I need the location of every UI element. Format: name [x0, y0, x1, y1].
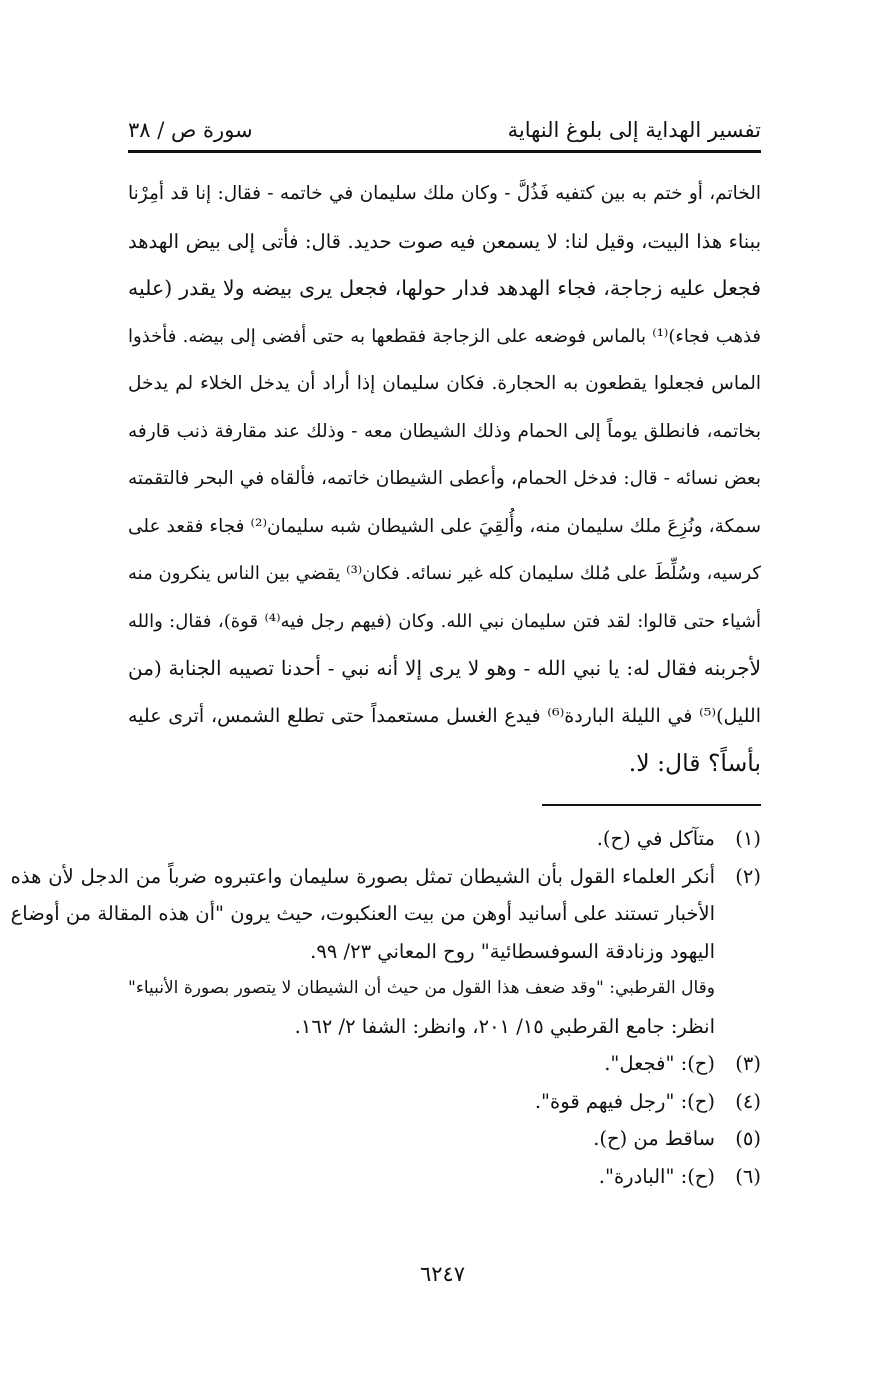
footnote-line: اليهود وزنادقة السوفسطائية" روح المعاني ٢٣/ ٩٩.	[310, 939, 715, 963]
footnote-text	[128, 820, 715, 858]
text-line: فذهب فجاء)⁽¹⁾ بالماس فوضعه على الزجاجة فقطعها به حتى أفضى إلى بيضه. فأخذوا	[128, 325, 761, 347]
footnote-number: (٢)	[735, 864, 761, 888]
text-line: ببناء هذا البيت، وقيل لنا: لا يسمعن فيه صوت حديد. قال: فأتى إلى بيض الهدهد	[128, 229, 761, 253]
footnote-line: ساقط من (ح).	[593, 1127, 715, 1150]
footnote-text	[128, 1120, 715, 1158]
running-header	[128, 112, 761, 148]
book-title: تفسير الهداية إلى بلوغ النهاية	[507, 118, 761, 142]
footnote-number: (٦)	[735, 1164, 761, 1188]
footnote-text	[128, 1158, 715, 1196]
footnote-line: أنكر العلماء القول بأن الشيطان تمثل بصورة سليمان واعتبروه ضرباً من الدجل لأن هذه	[10, 864, 715, 888]
footnote-3	[128, 1045, 761, 1083]
text-line: كرسيه، وسُلِّطَ على مُلك سليمان كله غير نسائه. فكان⁽³⁾ يقضي بين الناس ينكرون منه	[128, 563, 761, 584]
header-rule	[128, 150, 761, 153]
text-line: سمكة، ونُزِعَ ملك سليمان منه، وأُلقِيَ على الشيطان شبه سليمان⁽²⁾ فجاء فقعد على	[128, 515, 761, 537]
footnote-4	[128, 1083, 761, 1121]
text-line: بخاتمه، فانطلق يوماً إلى الحمام وذلك الشيطان معه - وذلك عند مقارفة ذنب قارفه	[128, 420, 761, 442]
footnote-line: انظر: جامع القرطبي ١٥/ ٢٠١، وانظر: الشفا ٢/ ١٦٢.	[294, 1014, 715, 1038]
footnote-5	[128, 1120, 761, 1158]
text-line: بعض نسائه - قال: فدخل الحمام، وأعطى الشيطان خاتمه، فألقاه في البحر فالتقمته	[128, 468, 761, 489]
text-line: الخاتم، أو ختم به بين كتفيه فَذُلَّ - وكان ملك سليمان في خاتمه - فقال: إنا قد أمِرْنا	[128, 183, 761, 204]
main-text	[128, 170, 761, 788]
footnote-text	[128, 1083, 715, 1121]
footnote-line: الأخبار تستند على أسانيد أوهن من بيت العنكبوت، حيث يرون "أن هذه المقالة من أوضاع	[10, 902, 715, 925]
footnote-rule	[542, 804, 761, 806]
footnote-number: (٥)	[735, 1127, 761, 1150]
text-line: الليل)⁽⁵⁾ في الليلة الباردة⁽⁶⁾ فيدع الغسل مستعمداً حتى تطلع الشمس، أترى عليه	[128, 704, 761, 727]
footnote-1	[128, 820, 761, 858]
footnote-line: وقال القرطبي: "وقد ضعف هذا القول من حيث أن الشيطان لا يتصور بصورة الأنبياء"	[128, 978, 715, 998]
footnote-2-continuation	[128, 970, 761, 1045]
footnote-number: (١)	[735, 827, 761, 850]
page-number: ٦٢٤٧	[419, 1262, 466, 1286]
footnote-line: متآكل في (ح).	[596, 827, 715, 850]
footnote-6	[128, 1158, 761, 1196]
text-line: أشياء حتى قالوا: لقد فتن سليمان نبي الله. وكان (فيهم رجل فيه⁽⁴⁾ قوة)، فقال: والله	[128, 610, 761, 632]
text-line: لأجربنه فقال له: يا نبي الله - وهو لا يرى إلا أنه نبي - أحدنا تصيبه الجنابة (من	[128, 656, 761, 680]
surah-page-label: سورة ص / ٣٨	[128, 118, 253, 142]
footnote-2	[10, 858, 761, 971]
footnote-text	[11, 858, 715, 971]
footnote-number: (٤)	[735, 1089, 761, 1113]
footnotes	[10, 820, 761, 1195]
text-line: بأساً؟ قال: لا.	[628, 749, 761, 777]
text-line: فجعل عليه زجاجة، فجاء الهدهد فدار حولها، فجعل يرى بيضه ولا يقدر (عليه	[128, 276, 761, 300]
footnote-number: (٣)	[735, 1052, 761, 1075]
footnote-line: (ح): "فجعل".	[604, 1052, 715, 1075]
footnote-line: (ح): "البادرة".	[598, 1164, 715, 1188]
footnote-text	[128, 1045, 715, 1083]
text-line: الماس فجعلوا يقطعون به الحجارة. فكان سليمان إذا أراد أن يدخل الخلاء لم يدخل	[128, 373, 761, 394]
footnote-line: (ح): "رجل فيهم قوة".	[534, 1089, 715, 1113]
